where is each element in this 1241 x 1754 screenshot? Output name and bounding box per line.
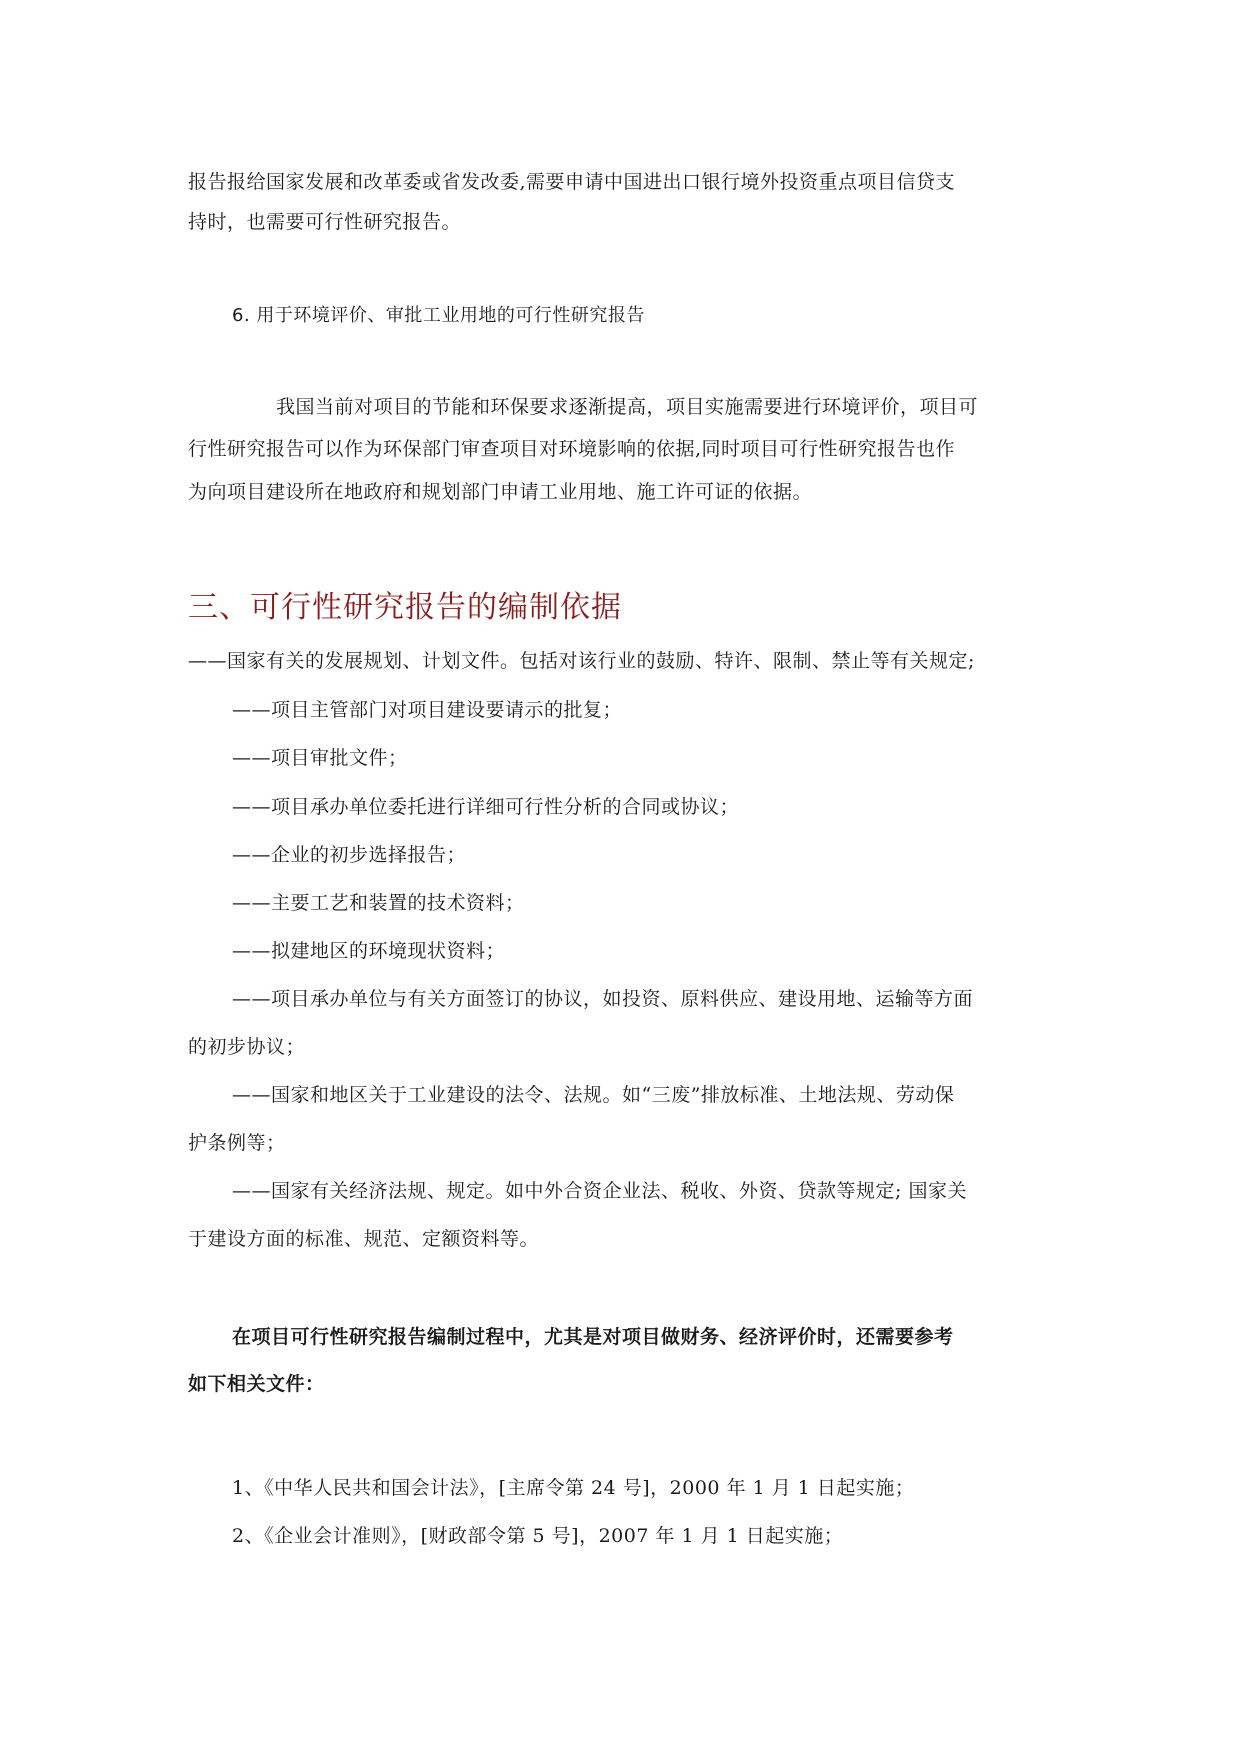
list-item: ——项目承办单位委托进行详细可行性分析的合同或协议； xyxy=(232,796,740,818)
list-item: ——国家有关经济法规、规定。如中外合资企业法、税收、外资、贷款等规定; 国家关 xyxy=(232,1180,967,1202)
paragraph-line: 为向项目建设所在地政府和规划部门申请工业用地、施工许可证的依据。 xyxy=(188,481,813,503)
list-item: ——国家有关的发展规划、计划文件。包括对该行业的鼓励、特许、限制、禁止等有关规定; xyxy=(188,650,975,672)
list-item: 的初步协议； xyxy=(188,1036,306,1058)
list-item: ——拟建地区的环境现状资料； xyxy=(232,940,506,962)
bold-paragraph-line: 如下相关文件： xyxy=(188,1373,325,1395)
paragraph-line: 持时，也需要可行性研究报告。 xyxy=(188,211,462,233)
bold-paragraph-line: 在项目可行性研究报告编制过程中，尤其是对项目做财务、经济评价时，还需要参考 xyxy=(232,1326,954,1348)
list-item: ——国家和地区关于工业建设的法令、法规。如“三废”排放标准、土地法规、劳动保 xyxy=(232,1084,955,1106)
reference-item: 2、《企业会计准则》，[财政部令第 5 号]，2007 年 1 月 1 日起实施； xyxy=(232,1525,844,1547)
paragraph-line: 报告报给国家发展和改革委或省发改委,需要申请中国进出口银行境外投资重点项目信贷支 xyxy=(188,171,956,193)
paragraph-line: 行性研究报告可以作为环保部门审查项目对环境影响的依据,同时项目可行性研究报告也作 xyxy=(188,438,956,460)
list-item: 于建设方面的标准、规范、定额资料等。 xyxy=(188,1228,540,1250)
paragraph-line: 我国当前对项目的节能和环保要求逐渐提高，项目实施需要进行环境评价，项目可 xyxy=(276,396,979,418)
section-heading: 三、可行性研究报告的编制依据 xyxy=(188,590,622,625)
list-item: ——项目主管部门对项目建设要请示的批复； xyxy=(232,699,623,721)
list-item: ——项目审批文件； xyxy=(232,747,408,769)
list-item: 护条例等； xyxy=(188,1132,286,1154)
list-item: ——项目承办单位与有关方面签订的协议，如投资、原料供应、建设用地、运输等方面 xyxy=(232,988,974,1010)
reference-item: 1、《中华人民共和国会计法》，[主席令第 24 号]，2000 年 1 月 1 日起实施； xyxy=(232,1477,915,1499)
list-item: ——主要工艺和装置的技术资料； xyxy=(232,892,525,914)
sub-heading: 6. 用于环境评价、审批工业用地的可行性研究报告 xyxy=(232,305,645,326)
list-item: ——企业的初步选择报告； xyxy=(232,844,467,866)
